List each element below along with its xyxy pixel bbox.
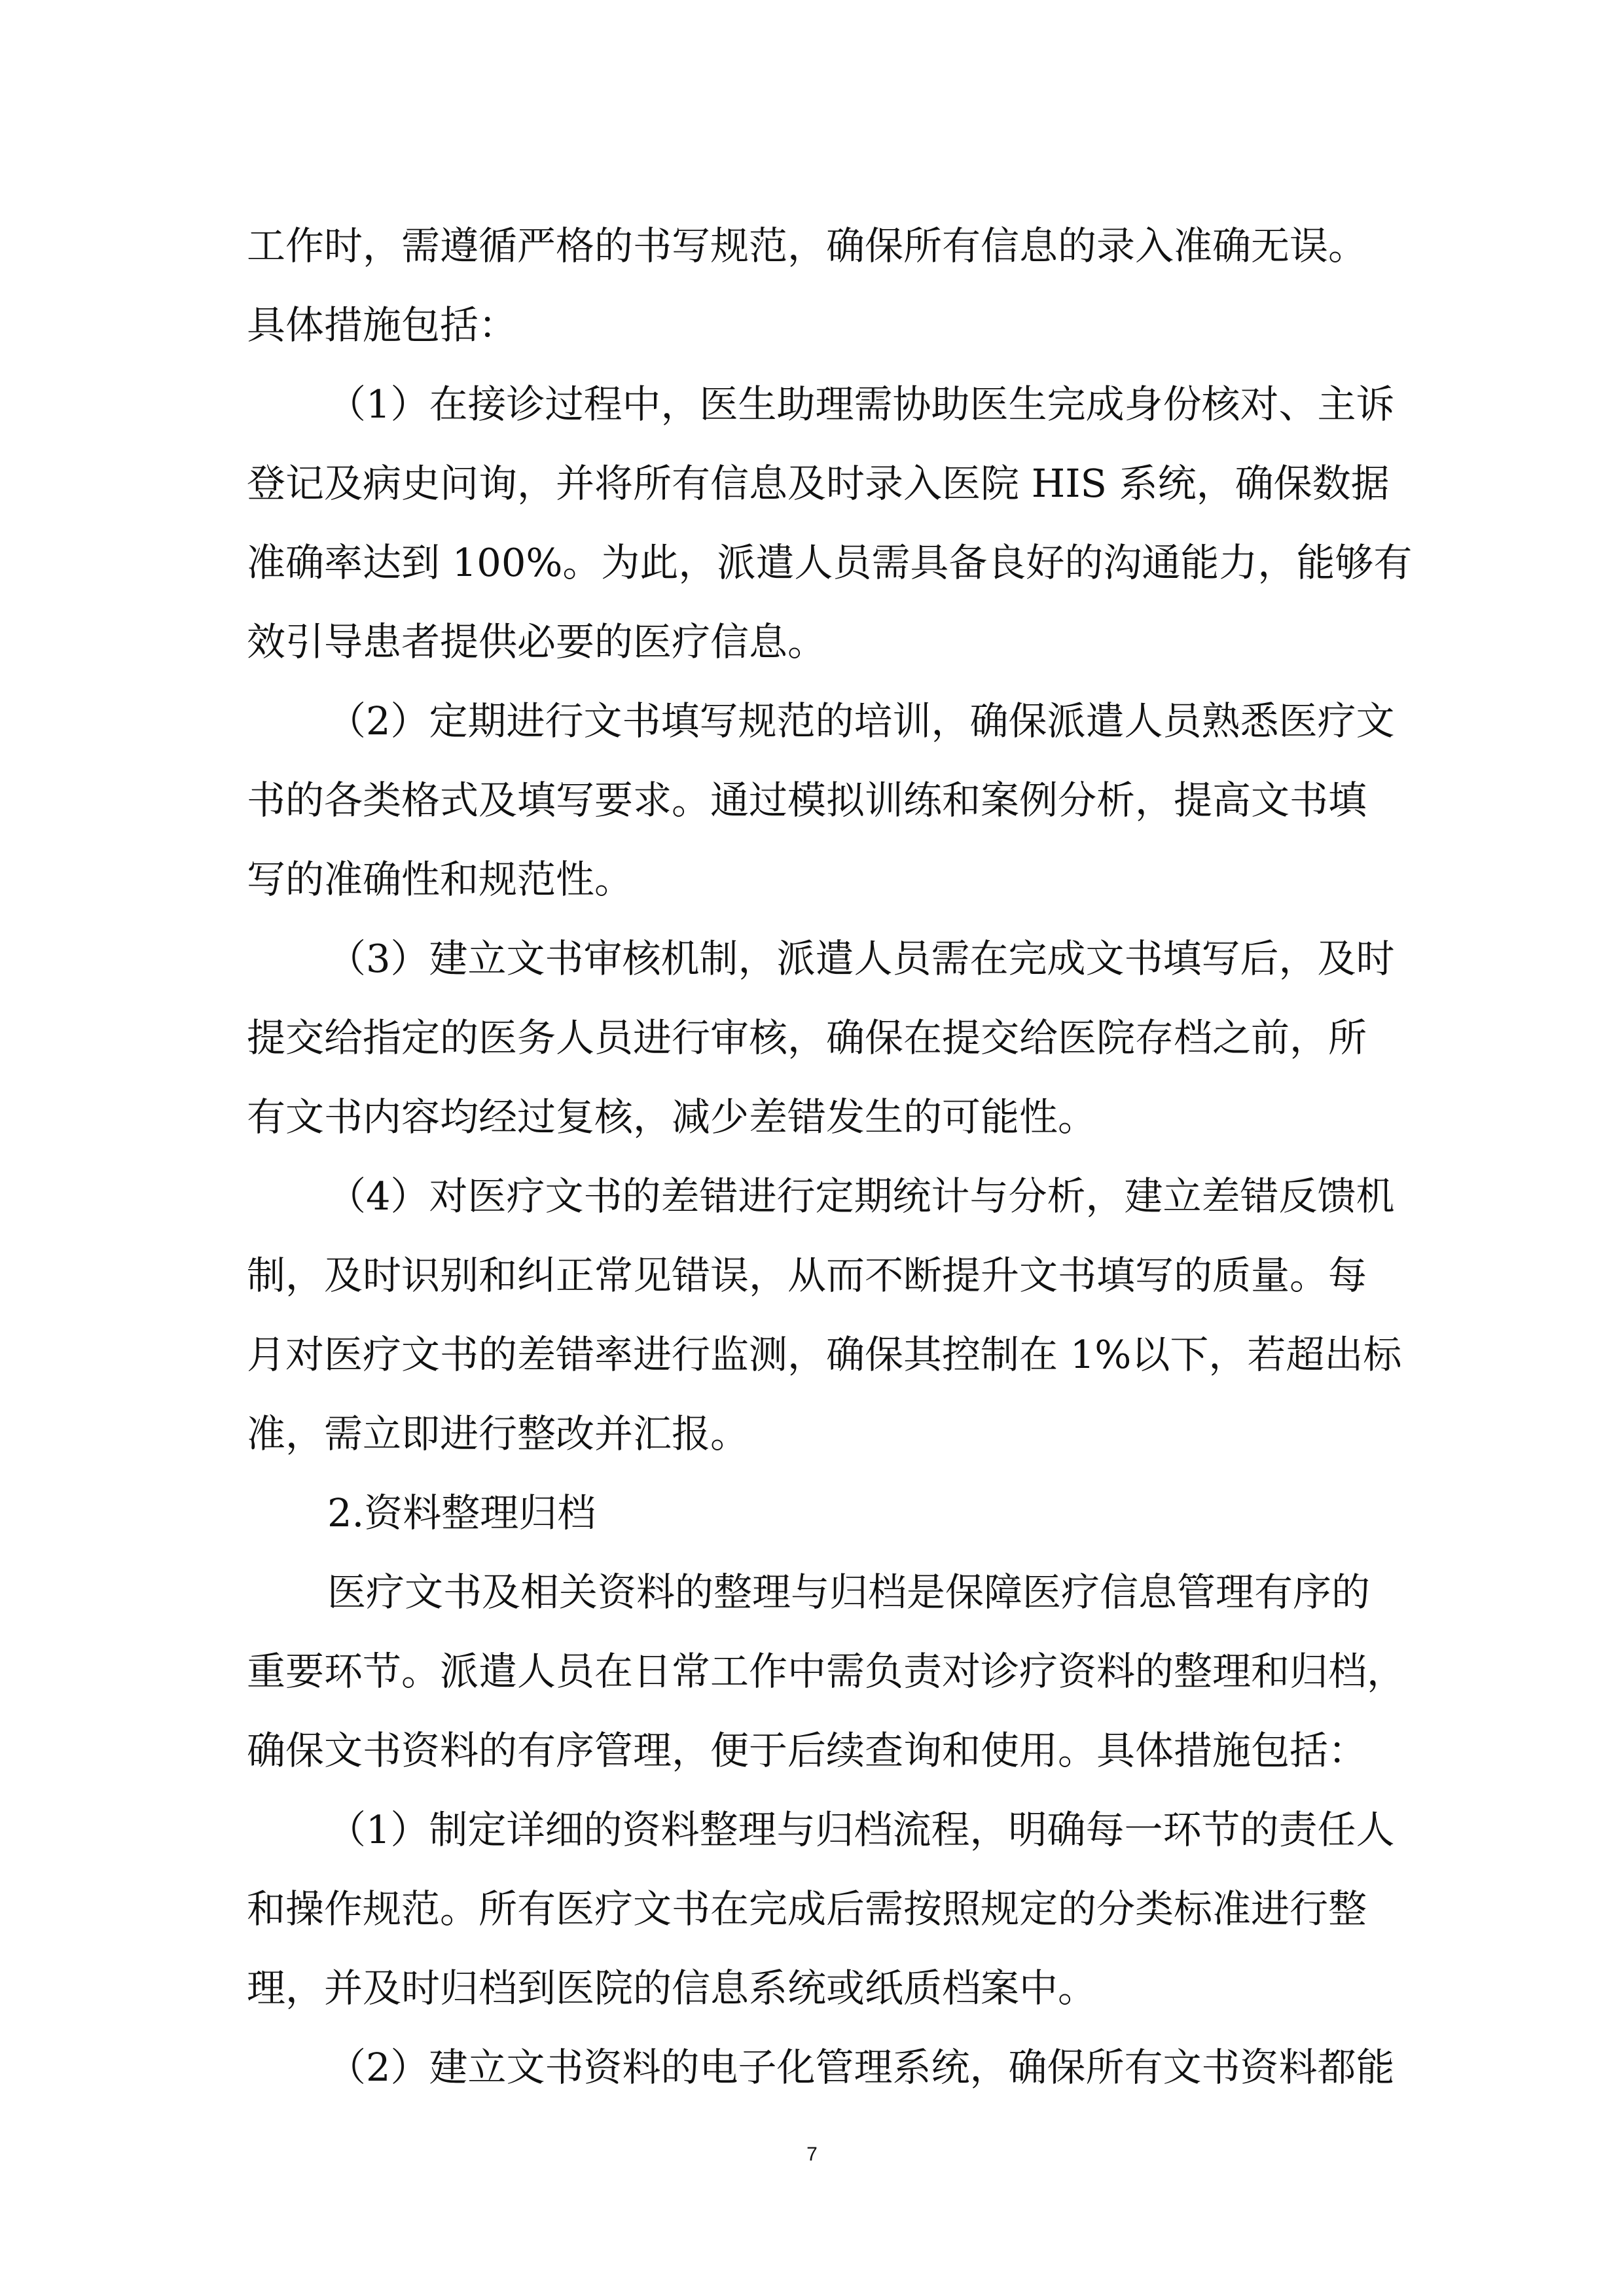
section-heading: 2.资料整理归档 — [327, 1490, 596, 1535]
text-line: 医疗文书及相关资料的整理与归档是保障医疗信息管理有序的 — [327, 1570, 1371, 1615]
text-line: 确保文书资料的有序管理，便于后续查询和使用。具体措施包括： — [247, 1728, 1367, 1773]
text-line: 具体措施包括： — [247, 302, 518, 348]
text-line: 效引导患者提供必要的医疗信息。 — [247, 619, 827, 664]
text-line: 登记及病史问询，并将所有信息及时录入医院 HIS 系统，确保数据 — [247, 461, 1390, 506]
text-line: （1）制定详细的资料整理与归档流程，明确每一环节的责任人 — [327, 1807, 1395, 1852]
text-line: 制，及时识别和纠正常见错误，从而不断提升文书填写的质量。每 — [247, 1253, 1367, 1298]
page-number: 7 — [806, 2144, 818, 2165]
text-line: 提交给指定的医务人员进行审核，确保在提交给医院存档之前，所 — [247, 1015, 1367, 1060]
text-line: （2）建立文书资料的电子化管理系统，确保所有文书资料都能 — [327, 2045, 1395, 2090]
text-line: （1）在接诊过程中，医生助理需协助医生完成身份核对、主诉 — [327, 382, 1395, 427]
text-line: 和操作规范。所有医疗文书在完成后需按照规定的分类标准进行整 — [247, 1886, 1367, 1931]
text-line: 有文书内容均经过复核，减少差错发生的可能性。 — [247, 1094, 1097, 1139]
text-line: （4）对医疗文书的差错进行定期统计与分析，建立差错反馈机 — [327, 1174, 1395, 1219]
text-line: 理，并及时归档到医院的信息系统或纸质档案中。 — [247, 1965, 1097, 2011]
text-line: 工作时，需遵循严格的书写规范，确保所有信息的录入准确无误。 — [247, 223, 1367, 268]
text-line: 月对医疗文书的差错率进行监测，确保其控制在 1%以下，若超出标 — [247, 1332, 1402, 1377]
text-line: 写的准确性和规范性。 — [247, 857, 634, 902]
text-line: 重要环节。派遣人员在日常工作中需负责对诊疗资料的整理和归档， — [247, 1649, 1406, 1694]
text-line: （2）定期进行文书填写规范的培训，确保派遣人员熟悉医疗文 — [327, 698, 1395, 744]
text-line: （3）建立文书审核机制，派遣人员需在完成文书填写后，及时 — [327, 936, 1395, 981]
text-line: 书的各类格式及填写要求。通过模拟训练和案例分析，提高文书填 — [247, 778, 1367, 823]
text-line: 准，需立即进行整改并汇报。 — [247, 1411, 749, 1456]
text-line: 准确率达到 100%。为此，派遣人员需具备良好的沟通能力，能够有 — [247, 540, 1413, 585]
